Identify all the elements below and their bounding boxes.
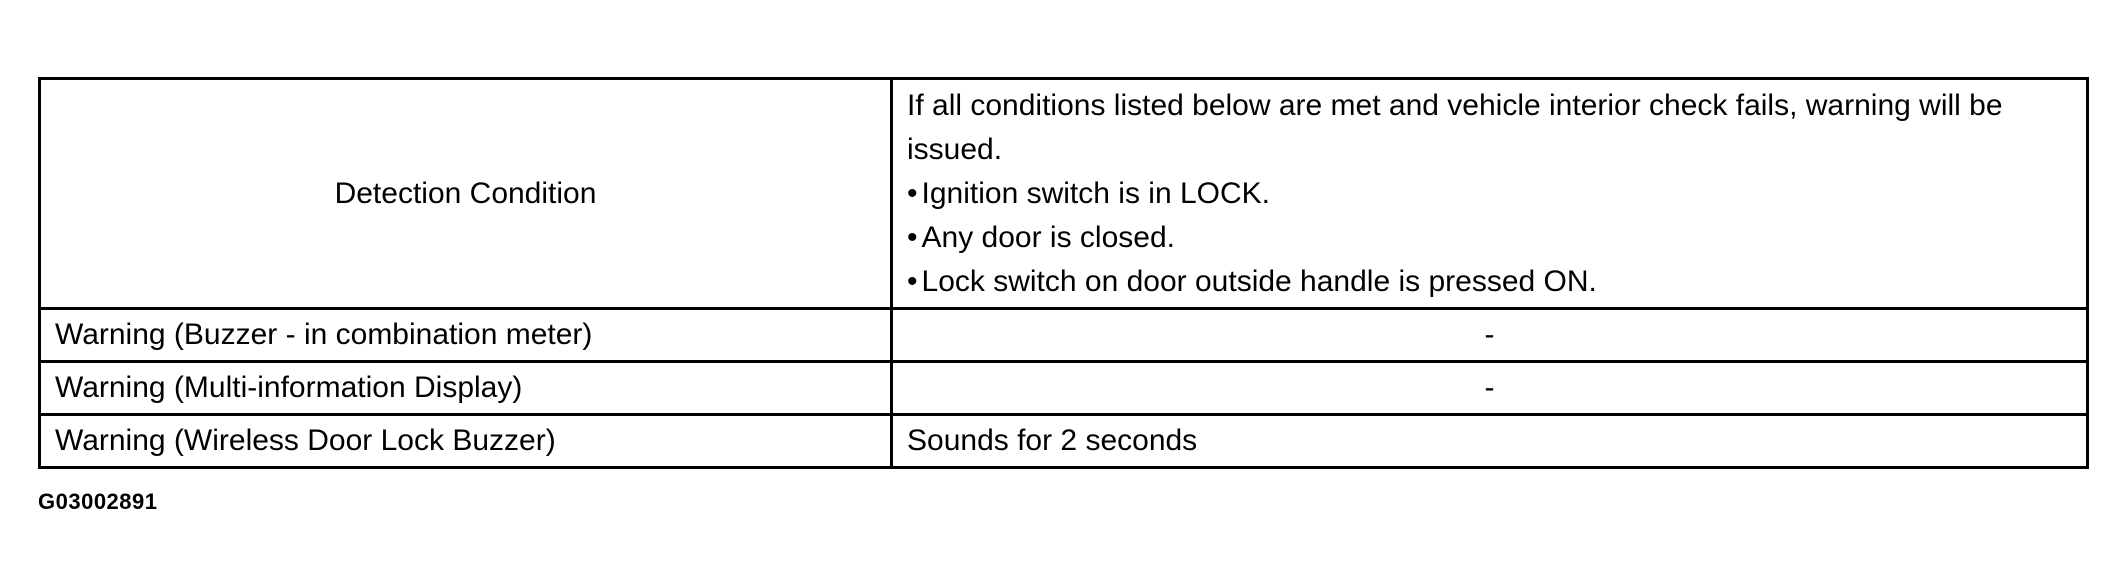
table-row-detection-condition — [40, 79, 2088, 309]
row-value: Sounds for 2 seconds — [892, 415, 2088, 468]
detection-condition-label: Detection Condition — [40, 79, 892, 309]
row-value: - — [892, 309, 2088, 362]
row-value: - — [892, 362, 2088, 415]
row-label: Warning (Buzzer - in combination meter) — [40, 309, 892, 362]
row-label: Warning (Wireless Door Lock Buzzer) — [40, 415, 892, 468]
figure-id: G03002891 — [38, 489, 158, 514]
condition-item: • Ignition switch is in LOCK. — [907, 172, 2072, 216]
warning-condition-table — [38, 77, 2089, 469]
condition-item: • Lock switch on door outside handle is pressed ON. — [907, 260, 2072, 304]
condition-list — [907, 172, 2072, 304]
detection-condition-details — [892, 79, 2088, 309]
table-row — [40, 309, 2088, 362]
row-label: Warning (Multi-information Display) — [40, 362, 892, 415]
table-row — [40, 362, 2088, 415]
condition-item: • Any door is closed. — [907, 216, 2072, 260]
detection-condition-intro: If all conditions listed below are met and vehicle interior check fails, warning will be issued. — [907, 88, 2003, 166]
table-row — [40, 415, 2088, 468]
